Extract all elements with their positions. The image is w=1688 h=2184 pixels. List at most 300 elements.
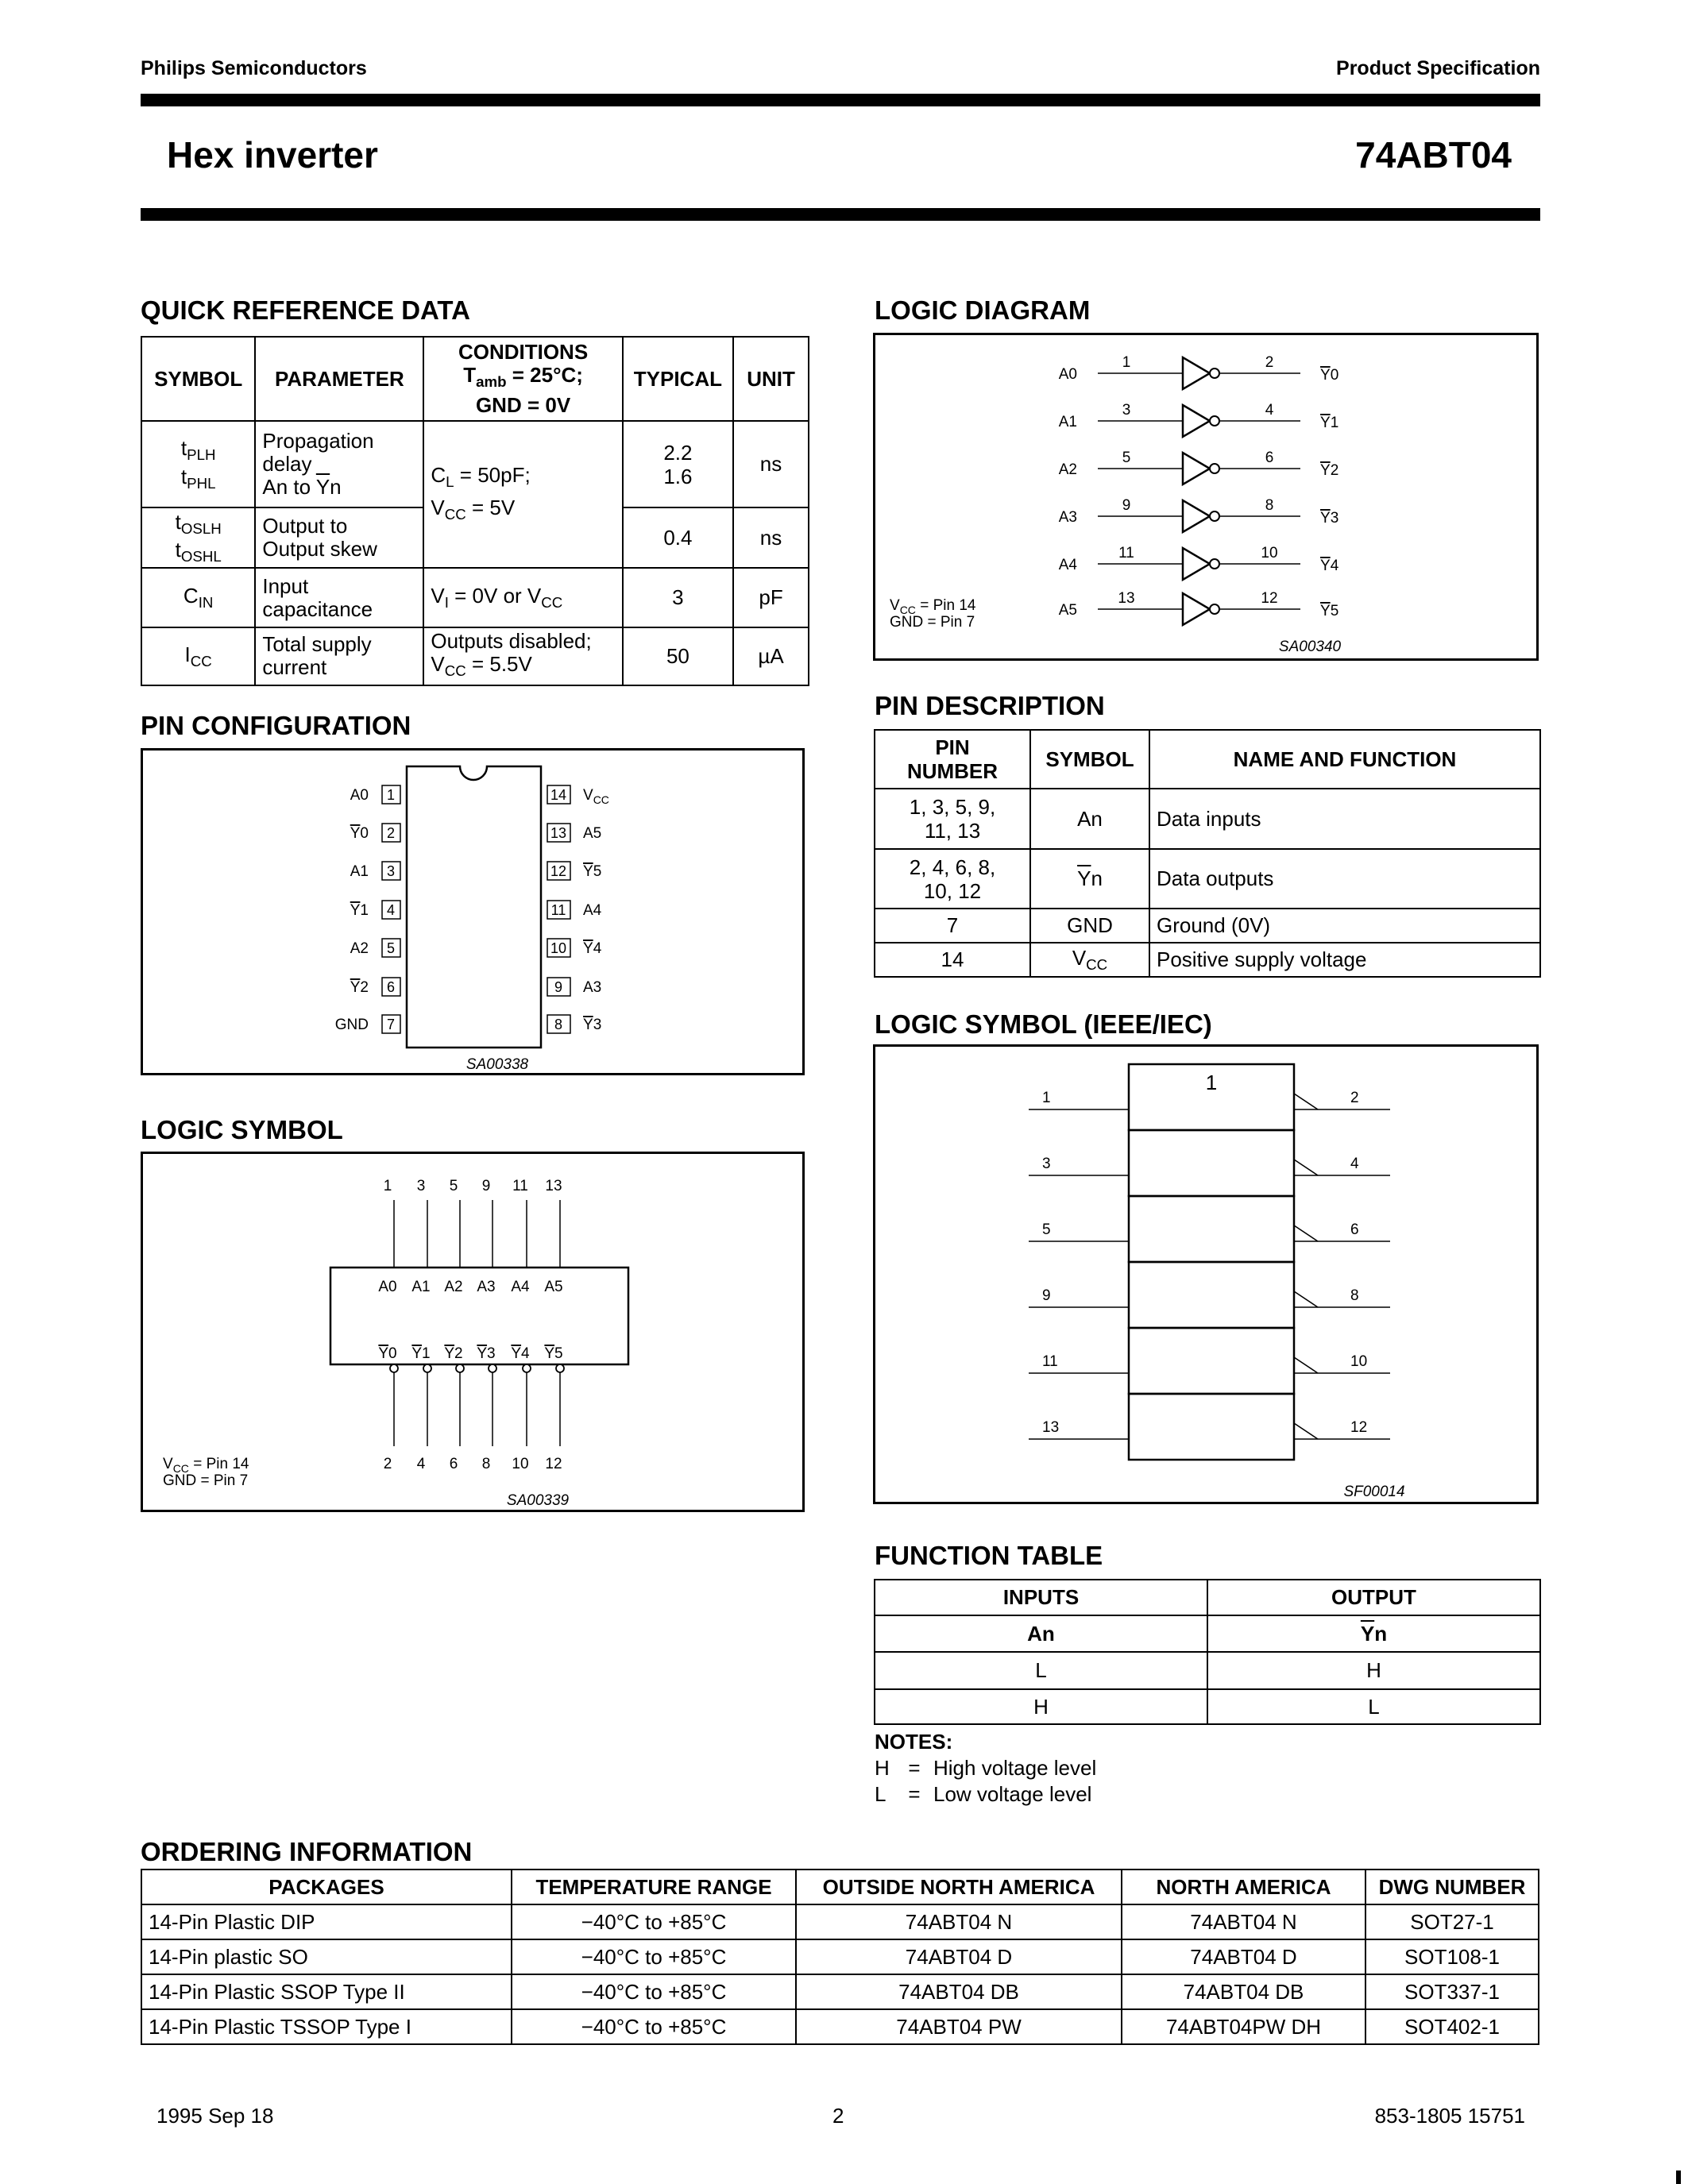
pin-number: 8 [554, 1017, 563, 1032]
ft-cell: H [875, 1689, 1207, 1724]
ld-output-label-overline: Y [1320, 603, 1331, 619]
iec-output-pin: 4 [1350, 1156, 1359, 1172]
ord-cell: 74ABT04 PW [796, 2009, 1122, 2044]
qr-cond-amb: amb [476, 373, 507, 391]
quick-ref-title: QUICK REFERENCE DATA [141, 295, 470, 325]
logic-diagram-gates [1059, 354, 1339, 625]
ls-input-pin: 1 [383, 1178, 392, 1194]
ls-output-name-index: 4 [521, 1345, 530, 1362]
pd-pin-cell [875, 789, 1030, 849]
pin-number: 1 [386, 787, 396, 803]
pin-label-overline: Y [583, 940, 593, 957]
inverter-gate-icon [1183, 500, 1210, 532]
ord-header: PACKAGES [141, 1870, 512, 1904]
footer-code: 853-1805 15751 [1374, 2104, 1525, 2128]
iec-gate-block [1129, 1262, 1294, 1328]
ord-cell: 14-Pin Plastic DIP [141, 1904, 512, 1939]
iec-output-pin: 12 [1350, 1419, 1368, 1436]
ft-header-inputs: INPUTS [875, 1580, 1207, 1615]
note-eq: = [908, 1756, 921, 1780]
ls-input-pin: 13 [545, 1178, 562, 1194]
ls-input-pin: 9 [481, 1178, 491, 1194]
logic-diagram [875, 335, 1536, 658]
pd-header-pin [875, 730, 1030, 789]
ls-output-name-overline: Y [378, 1345, 389, 1362]
ord-cell: 74ABT04 DB [796, 1974, 1122, 2009]
pin-number: 5 [386, 940, 396, 956]
crop-mark [1676, 2170, 1681, 2184]
ls-vcc-sub: CC [172, 1462, 189, 1475]
ls-output-pin: 4 [416, 1456, 426, 1472]
ord-header: NORTH AMERICA [1122, 1870, 1365, 1904]
pd-name-cell: Data outputs [1149, 849, 1540, 909]
pin-number: 7 [386, 1017, 396, 1032]
document-type: Product Specification [1336, 57, 1540, 79]
qr-param-cell [255, 507, 423, 568]
pin-label-v: V [583, 787, 593, 804]
pd-symbol-cell: An [1030, 789, 1149, 849]
pin-config-title: PIN CONFIGURATION [141, 711, 411, 740]
ord-cell: 74ABT04 N [1122, 1904, 1365, 1939]
dip-package-outline [407, 766, 541, 1048]
pin-label [350, 979, 369, 996]
pd-pin-cell [875, 849, 1030, 909]
company-name: Philips Semiconductors [141, 57, 367, 79]
qr-param: current [262, 655, 327, 680]
pin-label-index: 4 [593, 940, 602, 957]
ft-cell: H [1207, 1652, 1540, 1689]
pin-label-sub: CC [593, 793, 609, 806]
pin-label-index: 5 [593, 863, 602, 880]
footer-page: 2 [832, 2104, 844, 2128]
pd-pin: 11, 13 [924, 819, 981, 843]
qr-header-parameter: PARAMETER [255, 337, 423, 421]
ls-input-name: A5 [544, 1279, 563, 1295]
qr-cond-sub: CC [444, 505, 466, 523]
ord-cell: 74ABT04PW DH [1122, 2009, 1365, 2044]
qr-typ: 1.6 [663, 464, 693, 488]
ls-output-name [411, 1345, 430, 1362]
qr-sym: t [180, 436, 187, 461]
pin-desc-title: PIN DESCRIPTION [875, 691, 1105, 720]
ord-header: TEMPERATURE RANGE [512, 1870, 796, 1904]
qr-param-cell [255, 568, 423, 627]
pd-pin: 2, 4, 6, 8, [909, 855, 996, 879]
ls-output-name [477, 1345, 495, 1362]
ls-gnd-note: GND = Pin 7 [163, 1472, 249, 1489]
qr-symbol-cell [141, 507, 255, 568]
qr-sym: t [180, 464, 187, 488]
pin-config-right-pins [547, 785, 609, 1033]
pin-label [583, 940, 602, 957]
ord-cell: −40°C to +85°C [512, 1904, 796, 1939]
qr-param: Output skew [262, 537, 377, 561]
pin-label [350, 825, 369, 842]
footer-date: 1995 Sep 18 [156, 2104, 274, 2128]
pd-pin: 1, 3, 5, 9, [909, 795, 996, 819]
logic-symbol-iec-code: SF00014 [1343, 1484, 1405, 1500]
pd-symbol-sub: CC [1086, 956, 1108, 974]
inverter-gate-icon [1183, 593, 1210, 625]
ord-cell: 74ABT04 DB [1122, 1974, 1365, 2009]
ld-output-label-overline: Y [1320, 558, 1331, 574]
ld-vcc-sub: CC [899, 604, 916, 616]
pd-name-cell: Positive supply voltage [1149, 943, 1540, 977]
pd-symbol-cell [1030, 943, 1149, 977]
ld-output-label-index: 3 [1330, 510, 1339, 527]
ld-input-label: A3 [1058, 509, 1077, 526]
pd-header-pin1: PIN [935, 735, 970, 759]
qr-param-cell [255, 627, 423, 685]
ord-header: OUTSIDE NORTH AMERICA [796, 1870, 1122, 1904]
logic-symbol-code: SA00339 [506, 1492, 570, 1509]
iec-negation-icon [1294, 1094, 1318, 1109]
ld-output-label [1320, 367, 1338, 384]
ls-vcc-v: V [163, 1456, 173, 1472]
iec-negation-icon [1294, 1357, 1318, 1373]
pin-label-overline: Y [350, 902, 361, 919]
qr-row-icc [141, 627, 809, 685]
iec-input-pin: 5 [1042, 1221, 1051, 1238]
ld-output-label-index: 1 [1330, 415, 1339, 431]
ls-output-pin: 6 [449, 1456, 458, 1472]
ld-input-label: A0 [1058, 366, 1077, 383]
inverter-bubble-icon [1210, 369, 1219, 378]
qr-cond-sub: I [444, 594, 449, 612]
ord-cell: 74ABT04 N [796, 1904, 1122, 1939]
ft-row [875, 1652, 1540, 1689]
qr-cond-temp: = 25°C; [506, 363, 583, 388]
ft-col-output-n: n [1374, 1621, 1388, 1646]
pin-label-overline: Y [350, 979, 361, 996]
ord-row [141, 1904, 1539, 1939]
inverter-gate-icon [1183, 453, 1210, 484]
qr-cond-cell [423, 627, 622, 685]
iec-negation-icon [1294, 1160, 1318, 1175]
pd-name-cell: Ground (0V) [1149, 909, 1540, 943]
ord-cell: 14-Pin Plastic TSSOP Type I [141, 2009, 512, 2044]
qr-param-cell [255, 421, 423, 507]
pin-config-diagram [143, 751, 802, 1073]
logic-symbol-diagram [143, 1154, 802, 1510]
pin-label-index: 3 [593, 1017, 602, 1033]
qr-param: Total supply [262, 632, 372, 657]
qr-cond-sub: L [446, 473, 454, 490]
qr-cond: V [431, 584, 445, 608]
qr-cond: V [431, 652, 445, 677]
ld-input-label: A2 [1058, 461, 1077, 478]
inverter-bubble-icon [1210, 464, 1219, 473]
iec-output-pin: 2 [1350, 1090, 1359, 1106]
inverter-bubble-icon [1210, 511, 1219, 521]
logic-symbol-iec-title: LOGIC SYMBOL (IEEE/IEC) [875, 1009, 1212, 1039]
ld-output-label-index: 2 [1330, 462, 1339, 479]
header-rule-bottom [141, 208, 1540, 221]
iec-gate-block [1129, 1394, 1294, 1460]
ft-header-output: OUTPUT [1207, 1580, 1540, 1615]
inverter-bubble-icon [1210, 416, 1219, 426]
pin-label-overline: Y [583, 1017, 593, 1033]
pd-pin: 10, 12 [923, 878, 982, 903]
note-item [875, 1781, 1096, 1808]
ld-output-pin: 4 [1265, 402, 1274, 419]
iec-negation-icon [1294, 1423, 1318, 1439]
pin-label: A0 [350, 787, 369, 804]
pin-label [583, 863, 601, 880]
qr-cond-line3: GND = 0V [475, 392, 571, 417]
pin-desc-table [874, 729, 1541, 978]
ls-output-name-overline: Y [411, 1345, 423, 1362]
pin-label [583, 787, 609, 806]
ord-cell: SOT27-1 [1365, 1904, 1539, 1939]
qr-param: delay [262, 452, 312, 476]
qr-cond-sub: CC [444, 662, 466, 680]
pd-symbol: V [1072, 945, 1087, 970]
inverter-bubble-icon [1210, 559, 1219, 569]
pin-label: A2 [350, 940, 369, 957]
ft-row [875, 1689, 1540, 1724]
ls-input-name: A1 [411, 1279, 431, 1295]
pin-config-box [141, 748, 805, 1075]
iec-output-pin: 8 [1350, 1287, 1359, 1304]
qr-unit-cell: ns [733, 507, 809, 568]
ls-output-name [544, 1345, 562, 1362]
ls-output-name-index: 3 [487, 1345, 496, 1362]
qr-typ-cell: 3 [623, 568, 733, 627]
ld-output-label-overline: Y [1320, 462, 1331, 479]
pin-number: 3 [386, 863, 396, 879]
logic-diagram-code: SA00340 [1278, 639, 1342, 655]
qr-cond-sub: CC [541, 594, 563, 612]
ord-cell: 74ABT04 D [796, 1939, 1122, 1974]
ord-cell: −40°C to +85°C [512, 1974, 796, 2009]
ord-header: DWG NUMBER [1365, 1870, 1539, 1904]
ld-vcc-v: V [890, 597, 900, 614]
ord-cell: 14-Pin Plastic SSOP Type II [141, 1974, 512, 2009]
ls-output-name-overline: Y [477, 1345, 488, 1362]
iec-gate-block [1129, 1130, 1294, 1196]
ld-output-label [1320, 603, 1338, 619]
note-value: Low voltage level [933, 1782, 1092, 1806]
iec-input-pin: 9 [1042, 1287, 1051, 1304]
note-eq: = [908, 1782, 921, 1806]
notes-title: NOTES: [875, 1730, 953, 1754]
pin-number: 11 [550, 902, 566, 918]
qr-sym-sub: IN [198, 594, 214, 612]
pd-symbol-cell [1030, 849, 1149, 909]
pd-pin-cell: 14 [875, 943, 1030, 977]
pd-header-symbol: SYMBOL [1030, 730, 1149, 789]
ls-output-name [378, 1345, 396, 1362]
ls-output-name [444, 1345, 462, 1362]
qr-typ-cell [623, 421, 733, 507]
ft-cell: L [875, 1652, 1207, 1689]
ld-output-pin: 6 [1265, 450, 1274, 466]
ls-bubble-icon [489, 1364, 496, 1372]
ord-cell: 74ABT04 D [1122, 1939, 1365, 1974]
ord-cell: SOT108-1 [1365, 1939, 1539, 1974]
qr-param: Propagation [262, 429, 374, 453]
note-key: H [875, 1756, 890, 1780]
pin-label-index: 1 [360, 902, 369, 919]
ls-bubble-icon [456, 1364, 464, 1372]
qr-row-cin [141, 568, 809, 627]
pd-header-pin2: NUMBER [906, 759, 999, 783]
ord-row [141, 1974, 1539, 2009]
pd-row-vcc [875, 943, 1540, 977]
ls-input-name: A4 [511, 1279, 530, 1295]
logic-symbol-box [141, 1152, 805, 1512]
ld-gnd-note: GND = Pin 7 [890, 614, 975, 631]
qr-unit-cell: µA [733, 627, 809, 685]
pin-number: 2 [386, 825, 396, 841]
qr-sym: C [183, 584, 199, 608]
ld-input-label: A1 [1058, 414, 1077, 430]
ls-bubble-icon [556, 1364, 564, 1372]
ord-cell: −40°C to +85°C [512, 1939, 796, 1974]
pd-row-outputs [875, 849, 1540, 909]
qr-cond-line1: CONDITIONS [458, 340, 589, 365]
ord-cell: 14-Pin plastic SO [141, 1939, 512, 1974]
iec-input-pin: 13 [1042, 1419, 1060, 1436]
ls-input-name: A0 [378, 1279, 397, 1295]
ld-input-pin: 9 [1122, 497, 1131, 514]
ld-output-pin: 10 [1261, 545, 1278, 561]
ls-output-pin: 10 [512, 1456, 529, 1472]
qr-cond-line2 [463, 363, 583, 391]
pin-label: GND [334, 1017, 369, 1033]
ord-cell: SOT337-1 [1365, 1974, 1539, 2009]
ls-output-name-index: 1 [422, 1345, 431, 1362]
part-number: 74ABT04 [1355, 134, 1512, 176]
pin-number: 4 [386, 902, 396, 918]
pin-config-left-pins [335, 785, 400, 1033]
inverter-bubble-icon [1210, 604, 1219, 614]
pd-row-inputs [875, 789, 1540, 849]
qr-cond: = 0V or V [448, 584, 542, 608]
qr-param: capacitance [262, 596, 373, 621]
iec-blocks [1029, 1064, 1390, 1460]
qr-sym: I [184, 642, 191, 666]
logic-diagram-title: LOGIC DIAGRAM [875, 295, 1091, 325]
ld-output-label-overline: Y [1320, 415, 1331, 431]
iec-output-pin: 6 [1350, 1221, 1359, 1238]
pd-pin-cell: 7 [875, 909, 1030, 943]
qr-typ-cell: 50 [623, 627, 733, 685]
qr-typ: 2.2 [663, 440, 693, 465]
iec-qualifier: 1 [1205, 1071, 1218, 1094]
ls-bubble-icon [523, 1364, 531, 1372]
ls-output-name-index: 2 [454, 1345, 463, 1362]
pin-label: A3 [583, 979, 602, 996]
pin-label-overline: Y [350, 825, 361, 842]
ls-output-name-overline: Y [444, 1345, 455, 1362]
ls-input-pin: 5 [449, 1178, 458, 1194]
ls-input-pin: 11 [512, 1178, 528, 1194]
qr-param: Output to [262, 514, 348, 538]
ls-output-name-index: 0 [388, 1345, 397, 1362]
qr-cond: Outputs disabled; [431, 629, 592, 654]
iec-negation-icon [1294, 1291, 1318, 1307]
function-table [874, 1579, 1541, 1725]
qr-sym-sub: CC [190, 653, 212, 670]
qr-header-unit: UNIT [733, 337, 809, 421]
ord-cell: −40°C to +85°C [512, 2009, 796, 2044]
note-item [875, 1755, 1096, 1781]
qr-cond: = 5V [465, 495, 516, 519]
pin-number: 12 [550, 863, 567, 879]
pin-label: A4 [583, 902, 602, 919]
inverter-gate-icon [1183, 405, 1210, 437]
ls-input-pin: 3 [416, 1178, 426, 1194]
qr-cond: = 50pF; [454, 462, 531, 487]
ld-output-label [1320, 415, 1338, 431]
ld-input-label: A4 [1058, 557, 1077, 573]
qr-symbol-cell [141, 421, 255, 507]
qr-header-symbol: SYMBOL [141, 337, 255, 421]
ls-output-pin: 8 [481, 1456, 491, 1472]
note-key: L [875, 1782, 886, 1806]
ord-row [141, 1939, 1539, 1974]
qr-cond: V [431, 495, 445, 519]
pin-label-overline: Y [583, 863, 593, 880]
ld-input-pin: 5 [1122, 450, 1131, 466]
ld-output-label [1320, 558, 1339, 574]
qr-param: n [330, 475, 342, 499]
pd-row-gnd [875, 909, 1540, 943]
function-table-title: FUNCTION TABLE [875, 1541, 1103, 1570]
inverter-gate-icon [1183, 548, 1210, 580]
ordering-table [141, 1869, 1539, 2045]
ls-output-name [511, 1345, 530, 1362]
qr-sym-sub: OSLH [180, 520, 222, 538]
pd-header-name: NAME AND FUNCTION [1149, 730, 1540, 789]
ld-output-label-overline: Y [1320, 510, 1331, 527]
qr-sym: t [175, 538, 181, 562]
ft-cell: L [1207, 1689, 1540, 1724]
qr-symbol-cell [141, 627, 255, 685]
iec-input-pin: 11 [1042, 1353, 1058, 1370]
qr-param: Input [262, 573, 309, 598]
pin-label [350, 902, 369, 919]
ld-output-label [1320, 462, 1338, 479]
qr-sym: t [175, 510, 181, 534]
ls-bubble-icon [423, 1364, 431, 1372]
ls-output-pin: 2 [383, 1456, 392, 1472]
qr-header-conditions [423, 337, 622, 421]
pd-name-cell: Data inputs [1149, 789, 1540, 849]
pin-config-code: SA00338 [465, 1056, 529, 1073]
logic-symbol-iec-diagram [875, 1047, 1536, 1502]
iec-gate-block [1129, 1328, 1294, 1394]
qr-sym-sub: OSHL [180, 548, 222, 565]
qr-header-typical: TYPICAL [623, 337, 733, 421]
qr-row-tplh [141, 421, 809, 507]
qr-param: An to [262, 475, 316, 499]
iec-output-pin: 10 [1350, 1353, 1368, 1370]
qr-sym-sub: PLH [187, 446, 216, 464]
ld-output-label-index: 5 [1330, 603, 1339, 619]
iec-input-pin: 3 [1042, 1156, 1051, 1172]
ls-input-name: A2 [444, 1279, 463, 1295]
pin-number: 9 [554, 979, 563, 995]
qr-unit-cell: ns [733, 421, 809, 507]
ld-input-pin: 11 [1118, 545, 1134, 561]
ld-input-pin: 13 [1118, 590, 1135, 607]
pin-number: 14 [550, 787, 567, 803]
quick-ref-table [141, 336, 809, 686]
pin-number: 10 [550, 940, 567, 956]
